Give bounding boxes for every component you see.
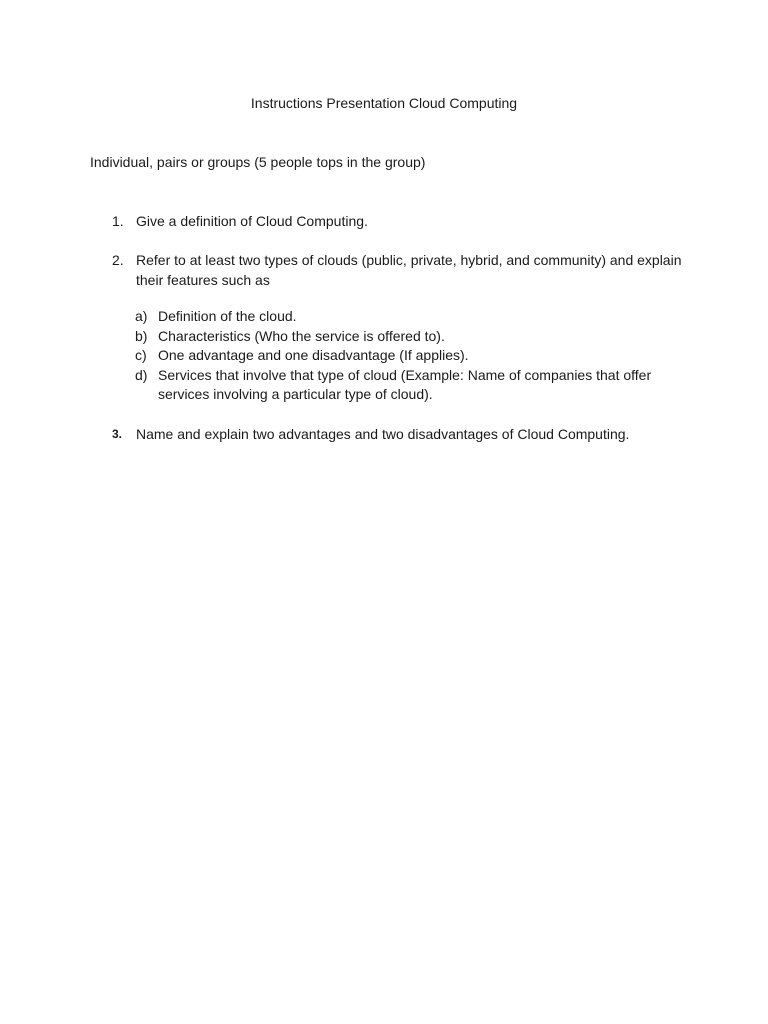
sub-item-letter: a): [135, 308, 148, 324]
sub-item-b: [135, 327, 675, 347]
sub-item-d: [135, 366, 675, 405]
sub-item-text: Definition of the cloud.: [158, 308, 297, 324]
sub-item-text: One advantage and one disadvantage (If applies).: [158, 347, 469, 363]
intro-text: Individual, pairs or groups (5 people tops in the group): [90, 154, 426, 170]
list-number: 3.: [112, 427, 123, 441]
list-item-3: [112, 424, 692, 444]
list-item-text: Refer to at least two types of clouds (public, private, hybrid, and community) and explain their features such as: [136, 252, 682, 288]
sub-item-letter: c): [135, 347, 147, 363]
list-item-text: Give a definition of Cloud Computing.: [136, 213, 368, 229]
sub-item-letter: b): [135, 327, 148, 344]
sub-item-text: Services that involve that type of cloud (Example: Name of companies that offer services involving a particular type of cloud).: [158, 366, 652, 402]
sub-item-letter: d): [135, 366, 148, 383]
sub-item-a: [135, 307, 675, 327]
list-item-1: [112, 211, 692, 231]
list-number: 2.: [112, 252, 124, 268]
sub-list: [135, 307, 675, 405]
sub-item-c: [135, 346, 675, 366]
sub-item-text: Characteristics (Who the service is offered to).: [158, 327, 445, 344]
list-item-text: Name and explain two advantages and two disadvantages of Cloud Computing.: [136, 426, 630, 442]
list-number: 1.: [112, 213, 124, 229]
document-title: Instructions Presentation Cloud Computing: [250, 95, 518, 111]
list-item-2: [112, 250, 692, 290]
